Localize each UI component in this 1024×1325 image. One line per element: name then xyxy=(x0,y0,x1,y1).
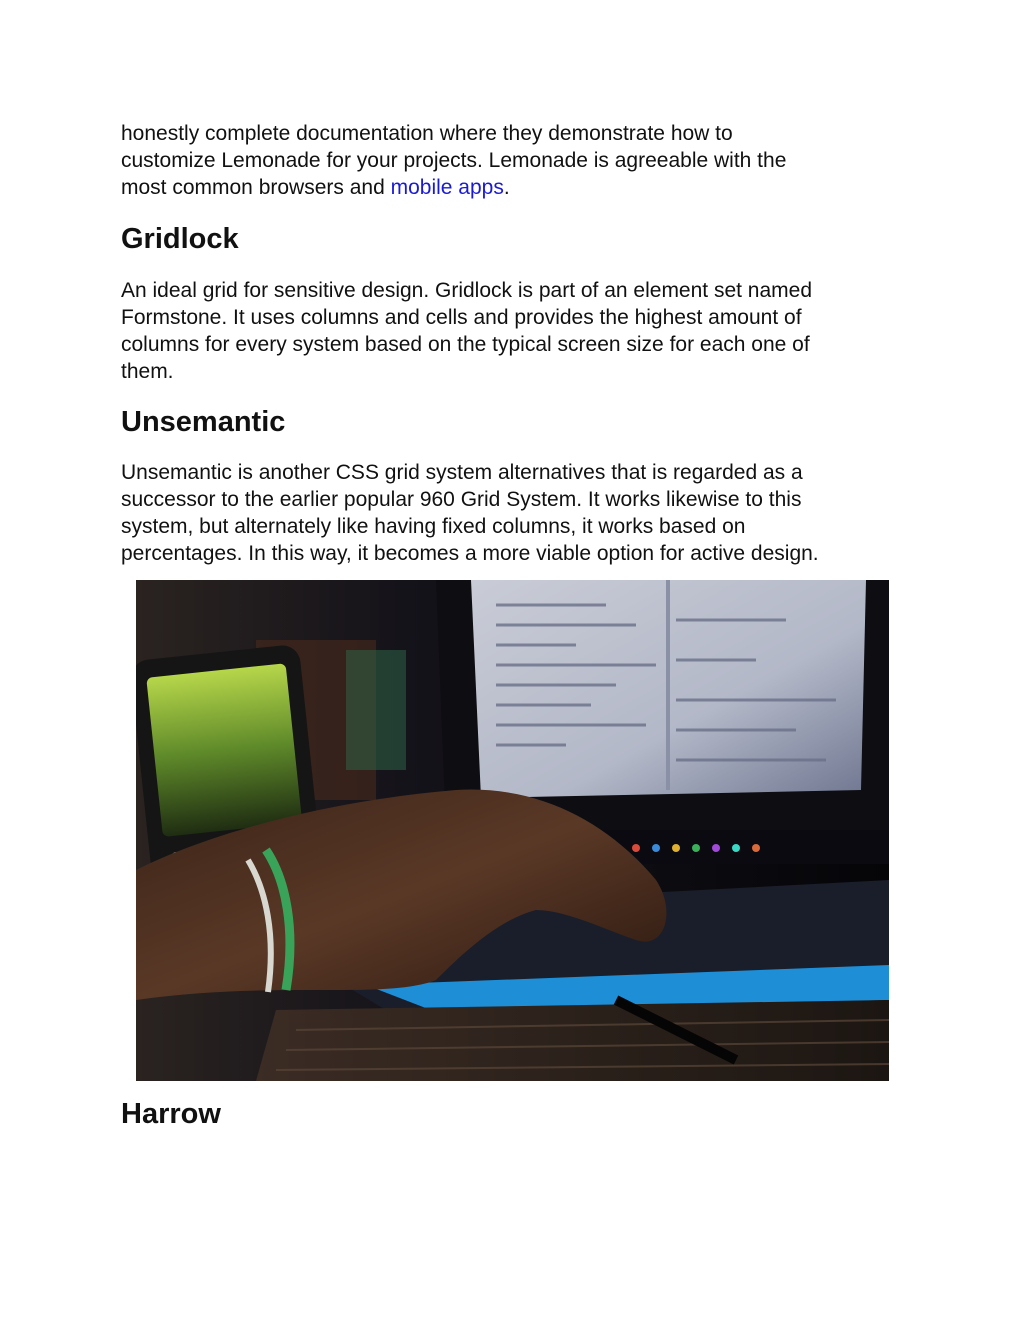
gridlock-paragraph xyxy=(121,277,921,385)
intro-line xyxy=(121,174,921,201)
harrow-heading: Harrow xyxy=(121,1098,221,1130)
intro-line: customize Lemonade for your projects. Lemonade is agreeable with the xyxy=(121,149,787,172)
unsemantic-heading: Unsemantic xyxy=(121,406,286,438)
photo-illustration xyxy=(136,580,889,1081)
gridlock-line: them. xyxy=(121,360,174,383)
gridlock-line: An ideal grid for sensitive design. Gridlock is part of an element set named xyxy=(121,279,813,302)
gridlock-line: columns for every system based on the typical screen size for each one of xyxy=(121,333,810,356)
intro-paragraph xyxy=(121,120,921,201)
gridlock-heading: Gridlock xyxy=(121,223,239,255)
intro-text: . xyxy=(503,176,510,199)
mobile-apps-link[interactable]: mobile apps xyxy=(390,176,504,199)
unsemantic-line: Unsemantic is another CSS grid system alternatives that is regarded as a xyxy=(121,461,803,484)
gridlock-line: Formstone. It uses columns and cells and provides the highest amount of xyxy=(121,306,802,329)
intro-text: most common browsers and xyxy=(121,176,391,199)
unsemantic-line: successor to the earlier popular 960 Grid System. It works likewise to this xyxy=(121,488,802,511)
unsemantic-paragraph xyxy=(121,459,921,567)
intro-line: honestly complete documentation where they demonstrate how to xyxy=(121,122,733,145)
unsemantic-line: system, but alternately like having fixed columns, it works based on xyxy=(121,515,746,538)
unsemantic-line: percentages. In this way, it becomes a more viable option for active design. xyxy=(121,542,819,565)
laptop-phone-photo xyxy=(136,580,889,1081)
